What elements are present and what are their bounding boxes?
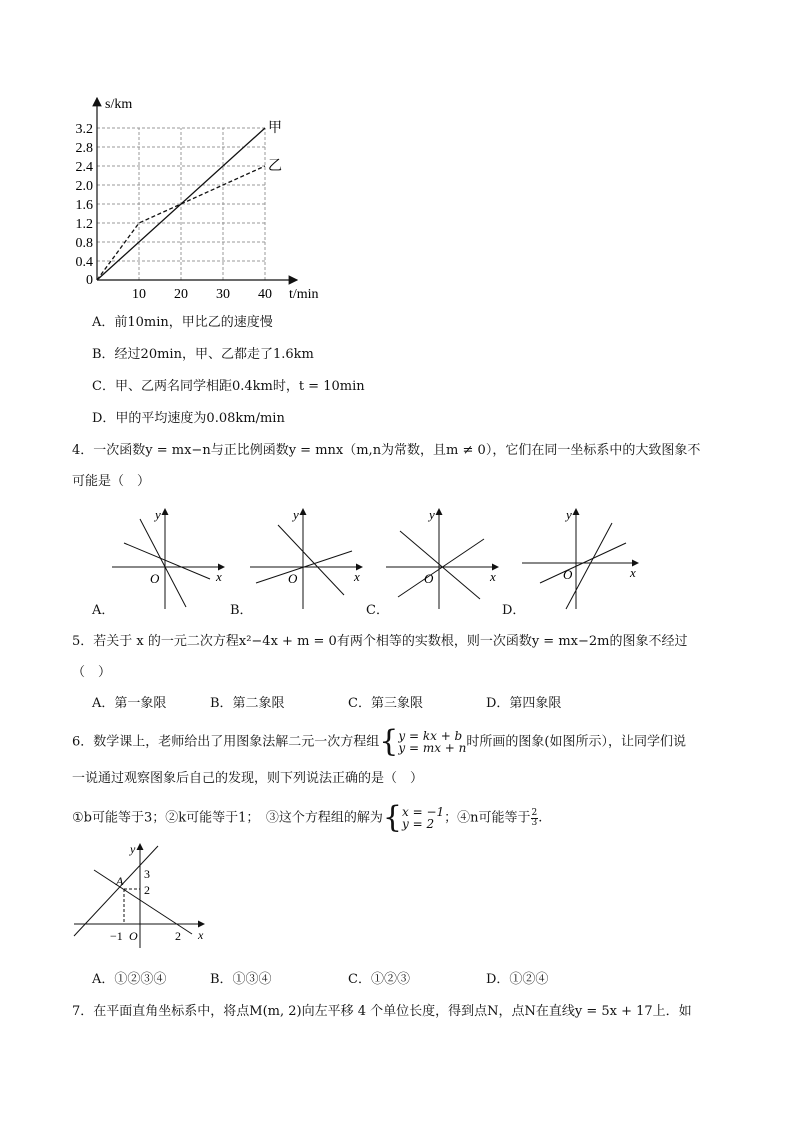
q4-question-line1: 4．一次函数y = mx−n与正比例函数y = mnx（m,n为常数，且m ≠ 0），它们在同一坐标系中的大致图象不 (72, 443, 701, 458)
q5-option-c: C．第三象限 (348, 696, 423, 711)
y-tick-label: 2.4 (75, 160, 93, 175)
q6-option-a: A．①②③④ (92, 972, 167, 987)
solution-eq2: y = 2 (402, 817, 435, 831)
x-tick-2: 2 (175, 929, 181, 943)
x-axis-label: x (630, 565, 636, 580)
y-tick-3: 3 (144, 867, 150, 881)
q6-statement-text-mid: ；④n可能等于 (444, 810, 531, 826)
x-axis-label: x (354, 569, 360, 584)
q4-question-line2: 可能是（ ） (72, 474, 151, 489)
equation-system (398, 730, 466, 754)
origin-label: O (563, 567, 573, 582)
q6-question-line1 (72, 724, 686, 759)
q7-question-line1: 7．在平面直角坐标系中，将点M(m, 2)向左平移 4 个单位长度，得到点N，点N在直线y = 5x + 17上．如 (72, 1004, 692, 1019)
solution-system (402, 806, 444, 830)
q4-graph-d (520, 505, 645, 610)
y-axis-label: y (155, 507, 161, 522)
q3-option-a: A．前10min，甲比乙的速度慢 (92, 315, 273, 330)
series-label: 乙 (268, 159, 282, 174)
q6-option-d: D．①②④ (486, 972, 549, 987)
x-axis-label: x (198, 928, 204, 942)
q6-line1-text-post: 时所画的图象(如图所示），让同学们说 (466, 734, 686, 750)
q4-option-d: D． (502, 603, 526, 618)
y-axis-label: y (293, 507, 299, 522)
q6-statement-end: . (538, 810, 543, 826)
system-eq2: y = mx + n (398, 741, 467, 755)
q4-option-a: A． (92, 603, 115, 618)
y-axis-label: y (429, 507, 435, 522)
q6-question-line2: 一说通过观察图象后自己的发现，则下列说法正确的是（ ） (72, 771, 424, 786)
system-brace: { (379, 724, 399, 759)
q3-option-d: D．甲的平均速度为0.08km/min (92, 411, 285, 426)
q4-graph-b (248, 505, 368, 610)
y-tick-label: 1.2 (75, 217, 93, 232)
x-tick-label: 20 (174, 287, 188, 302)
x-axis-title: t/min (289, 287, 319, 302)
q5-option-a: A．第一象限 (92, 696, 167, 711)
q6-line1-text: 6．数学课上，老师给出了用图象法解二元一次方程组 (72, 734, 380, 750)
q3-option-b: B．经过20min，甲、乙都走了1.6km (92, 347, 314, 362)
y-axis-label: y (130, 842, 136, 856)
origin-label: O (288, 571, 298, 586)
x-axis-label: x (216, 569, 222, 584)
solution-eq1: x = −1 (402, 805, 445, 819)
y-tick-label: 0.8 (75, 236, 93, 251)
x-tick-minus-1: −1 (110, 929, 123, 943)
fraction-numerator: 2 (531, 807, 538, 818)
q5-option-d: D．第四象限 (486, 696, 562, 711)
q6-statements-line (72, 800, 543, 835)
y-tick-label: 1.6 (75, 198, 93, 213)
q3-option-c: C．甲、乙两名同学相距0.4km时，t = 10min (92, 379, 365, 394)
solution-brace: { (382, 800, 402, 835)
origin-label: O (150, 571, 160, 586)
q4-option-b: B． (230, 603, 253, 618)
origin-label: O (424, 571, 434, 586)
q6-option-c: C．①②③ (348, 972, 410, 987)
series-label: 甲 (268, 121, 282, 136)
q4-graph-c (384, 505, 504, 610)
x-tick-label: 10 (132, 287, 146, 302)
q6-statement-text: ①b可能等于3；②k可能等于1； ③这个方程组的解为 (72, 810, 383, 826)
q6-option-b: B．①③④ (210, 972, 272, 987)
y-axis-title: s/km (105, 97, 133, 112)
q6-graph (72, 840, 212, 952)
system-eq1: y = kx + b (398, 729, 463, 743)
x-tick-label: 40 (258, 287, 272, 302)
q3-distance-time-chart (75, 92, 340, 307)
q4-graph-a (110, 505, 230, 610)
fraction-denominator: 3 (531, 817, 538, 828)
q5-question-line2: （ ） (72, 665, 112, 680)
y-tick-2: 2 (144, 883, 150, 897)
y-tick-label: 0.4 (75, 255, 93, 270)
y-tick-label: 3.2 (75, 122, 93, 137)
point-a-label: A (116, 874, 124, 888)
q5-option-b: B．第二象限 (210, 696, 285, 711)
origin-label: 0 (86, 273, 93, 288)
q4-option-c: C． (366, 603, 389, 618)
y-tick-label: 2.0 (75, 179, 93, 194)
q5-question-line1: 5．若关于 x 的一元二次方程x²−4x + m = 0有两个相等的实数根，则一次函数y = mx−2m的图象不经过 (72, 634, 688, 649)
x-axis-label: x (490, 569, 496, 584)
y-tick-label: 2.8 (75, 141, 93, 156)
origin-label: O (129, 929, 138, 943)
x-tick-label: 30 (216, 287, 230, 302)
y-axis-label: y (566, 507, 572, 522)
